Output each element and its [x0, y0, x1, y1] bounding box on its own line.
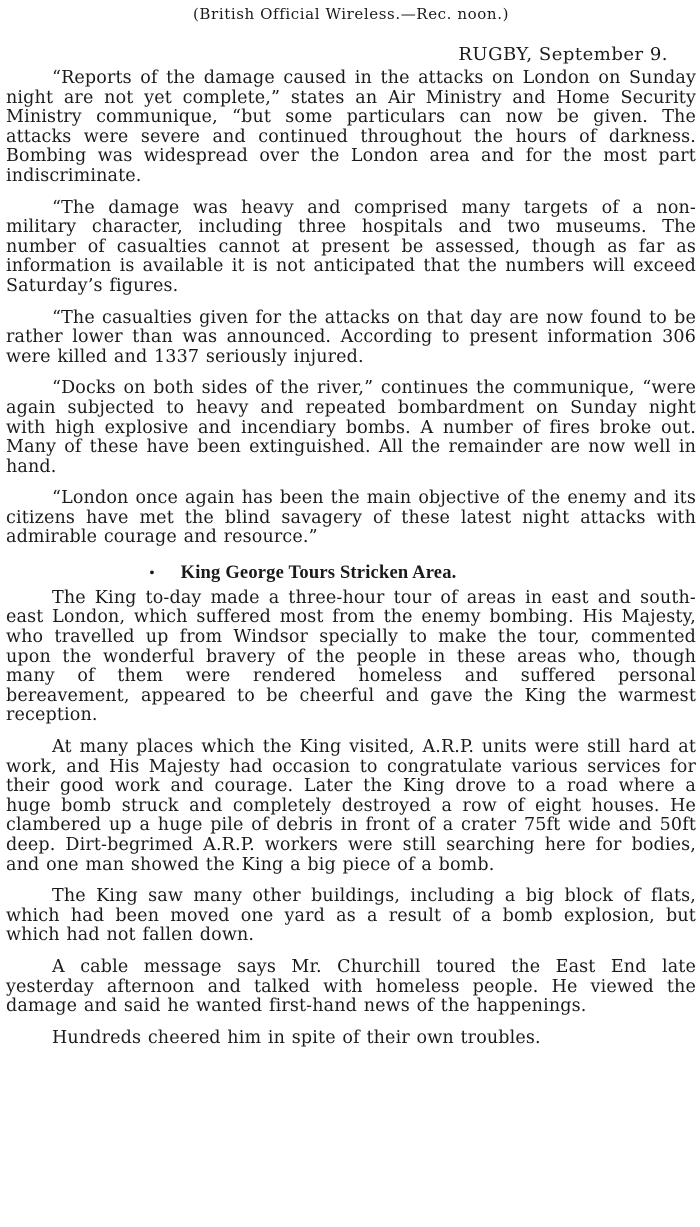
paragraph-damage-reports: “Reports of the damage caused in the attacks on London on Sunday night are not yet complete,” states an Air Ministry and Home Security Ministry communique, “but some particulars can now be given. The attacks were severe and continued throughout the hours of darkness. Bombing was widespread over the London area and for the most part indiscriminate.	[6, 68, 696, 186]
paragraph-block-of-flats: The King saw many other buildings, including a big block of flats, which had been moved one yard as a result of a bomb explosion, but which had not fallen down.	[6, 886, 696, 946]
subheading-title: King George Tours Stricken Area.	[180, 563, 457, 584]
paragraph-arp-units: At many places which the King visited, A.R.P. units were still hard at work, and His Majesty had occasion to congratulate various services for their good work and courage. Later the King drove to a road where a huge bomb struck and completely destroyed a row of eight houses. He clambered up a huge pile of debris in front of a crater 75ft wide and 50ft deep. Dirt-begrimed A.R.P. workers were still searching here for bodies, and one man showed the King a big piece of a bomb.	[6, 736, 696, 875]
wire-source-line: (British Official Wireless.—Rec. noon.)	[192, 5, 510, 23]
paragraph-docks: “Docks on both sides of the river,” continues the communique, “were again subjected to heavy and repeated bombardment on Sunday night with high explosive and incendiary bombs. A number of fires broke out. Many of these have been extinguished. All the remainder are now well in hand.	[6, 378, 696, 477]
dateline: RUGBY, September 9.	[458, 44, 668, 65]
paragraph-casualties: “The casualties given for the attacks on that day are now found to be rather lower than was announced. According to present information 306 were killed and 1337 seriously injured.	[6, 307, 696, 367]
paragraph-hundreds-cheered: Hundreds cheered him in spite of their own troubles.	[52, 1027, 541, 1048]
section-subheading	[6, 562, 696, 585]
paragraph-damage-heavy: “The damage was heavy and comprised many targets of a non-military character, including three hospitals and two museums. The number of casualties cannot at present be assessed, though as far as information is available it is not anticipated that the numbers will exceed Saturday’s figures.	[6, 197, 696, 296]
paragraph-london-objective: “London once again has been the main objective of the enemy and its citizens have met the blind savagery of these latest night attacks with admirable courage and resource.”	[6, 488, 696, 548]
paragraph-king-tour: The King to-day made a three-hour tour of areas in east and south-east London, which suffered most from the enemy bombing. His Majesty, who travelled up from Windsor specially to make the tour, commented upon the wonderful bravery of the people in these areas who, though many of them were rendered homeless and suffered personal bereavement, appeared to be cheerful and gave the King the warmest reception.	[6, 587, 696, 726]
bullet-icon: •	[149, 565, 155, 581]
paragraph-churchill: A cable message says Mr. Churchill toured the East End late yesterday afternoon and talked with homeless people. He viewed the damage and said he wanted first-hand news of the happenings.	[6, 956, 696, 1017]
